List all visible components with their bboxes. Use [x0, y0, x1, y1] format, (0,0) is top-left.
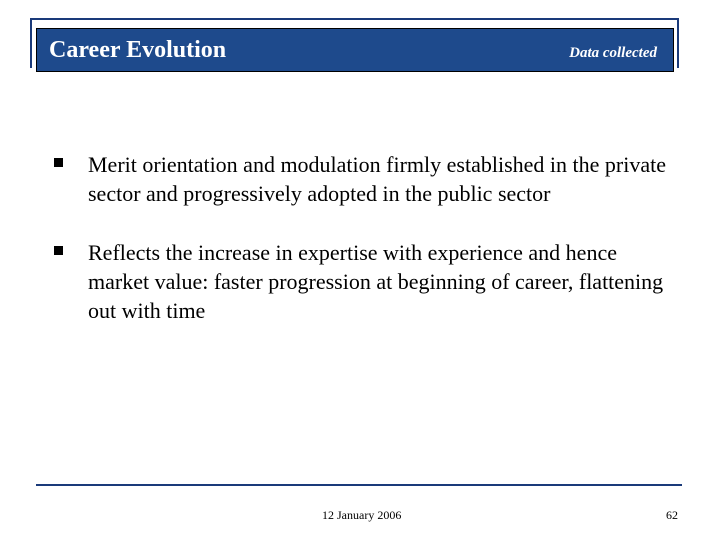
page-number: 62 — [666, 508, 678, 522]
title-bar — [36, 28, 674, 72]
footer-divider — [36, 484, 682, 486]
footer-date: 12 January 2006 — [322, 508, 402, 522]
slide-subtitle: Data collected — [569, 45, 657, 61]
square-bullet-icon — [54, 158, 63, 167]
bullet-list — [54, 150, 674, 355]
slide-title: Career Evolution — [49, 37, 227, 63]
bullet-text: Reflects the increase in expertise with experience and hence market value: faster progression at beginning of career, flattening out with time — [88, 240, 664, 323]
bullet-item — [54, 150, 674, 208]
bullet-text: Merit orientation and modulation firmly established in the private sector and progressively adopted in the public sector — [88, 152, 666, 206]
bullet-item — [54, 238, 674, 325]
title-frame-right-line — [677, 18, 679, 68]
title-frame-top-line — [32, 18, 678, 20]
square-bullet-icon — [54, 246, 63, 255]
title-frame-left-line — [30, 18, 32, 68]
